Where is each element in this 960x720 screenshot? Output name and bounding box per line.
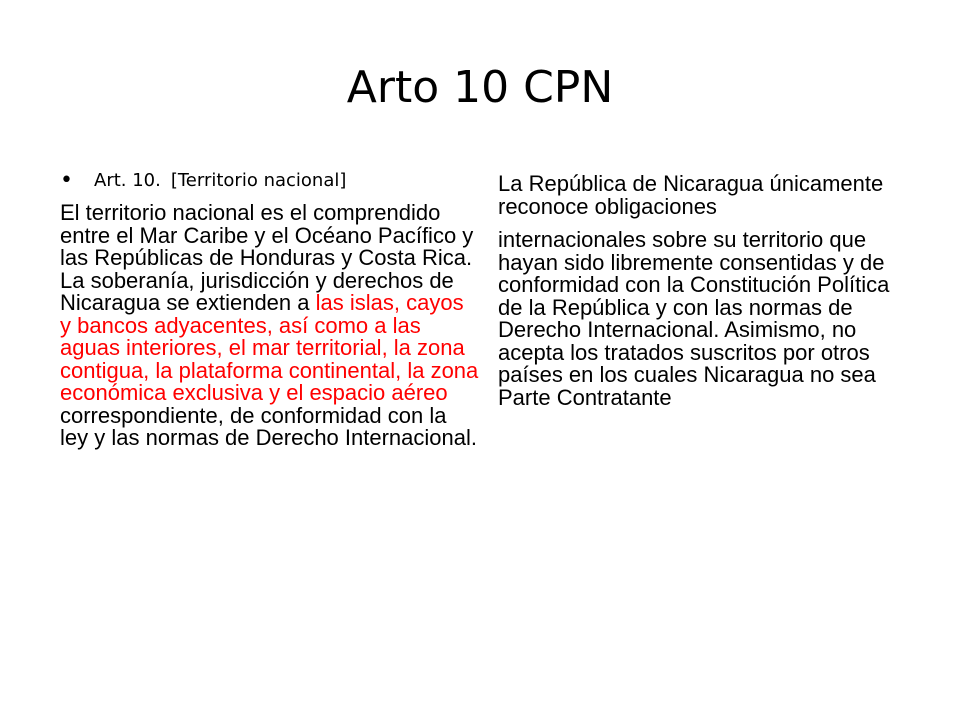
article-title: [Territorio nacional] [170, 170, 347, 191]
article-reference: Art. 10. [94, 170, 161, 191]
slide-title: Arto 10 CPN [346, 62, 614, 113]
article-body-part2: correspondiente, de conformidad con la ley y las normas de Derecho Internacional. [60, 402, 477, 450]
article-heading [60, 168, 480, 194]
bullet-icon: • [60, 168, 73, 193]
right-paragraph-1: La República de Nicaragua únicamente reconoce obligaciones [498, 171, 884, 219]
right-column [498, 173, 918, 409]
article-body-highlight: las islas, cayos y bancos adyacentes, así como a las aguas interiores, el mar territorial, la zona contigua, la plataforma continental, la zona económica exclusiva y el espacio aéreo [60, 290, 479, 405]
article-body [60, 202, 480, 450]
right-paragraph-2: internacionales sobre su territorio que hayan sido libremente consentidas y de conformidad con la Constitución Política de la República y con las normas de Derecho Internacional. Asimismo, no acepta los tratados suscritos por otros países en los cuales Nicaragua no sea Parte Contratante [498, 227, 890, 410]
article-body-part1: El territorio nacional es el comprendido entre el Mar Caribe y el Océano Pacífico y las Repúblicas de Honduras y Costa Rica. La soberanía, jurisdicción y derechos de Nicaragua se extienden a [60, 200, 474, 315]
left-column [60, 168, 480, 450]
